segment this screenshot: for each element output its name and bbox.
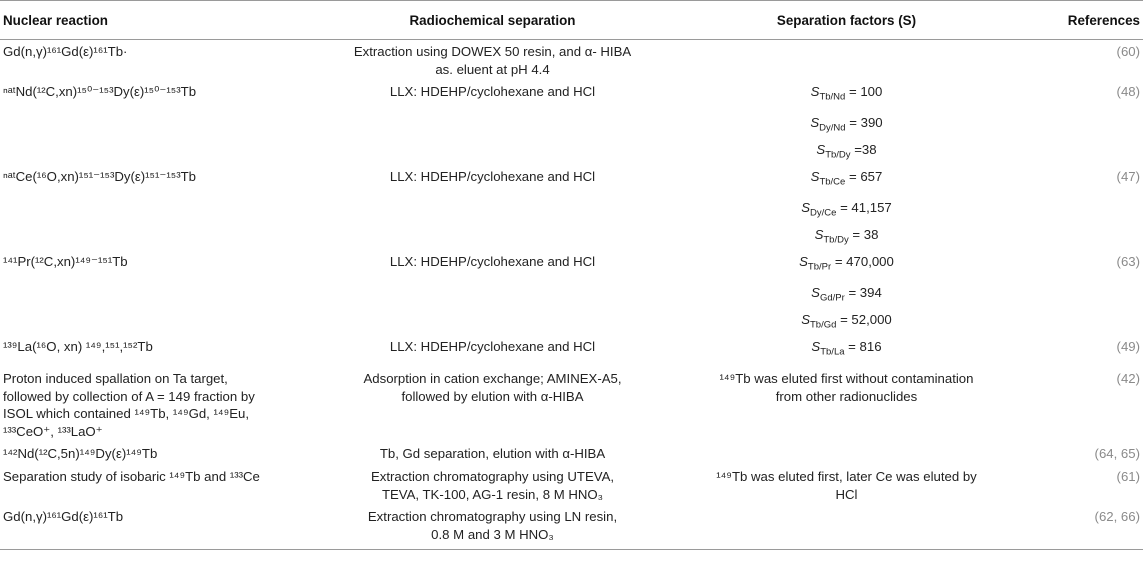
reference-link: (48) — [1116, 84, 1140, 100]
cell-separation-factors — [670, 165, 1023, 250]
reference-link: (49) — [1116, 339, 1140, 355]
reference-link: (64, 65) — [1094, 446, 1140, 462]
reference-link: (62, 66) — [1094, 509, 1140, 525]
reference-link: (42) — [1116, 371, 1140, 387]
separation-factor: from other radionuclides — [775, 388, 918, 404]
cell-radiochemical-separation — [315, 80, 670, 165]
header-nuclear-reaction: Nuclear reaction — [0, 1, 315, 40]
cell-references[interactable] — [1023, 367, 1143, 442]
cell-radiochemical-separation — [315, 367, 670, 442]
header-references: References — [1023, 1, 1143, 40]
cell-references[interactable] — [1023, 80, 1143, 165]
separation-text: LLX: HDEHP/cyclohexane and HCl — [389, 84, 596, 100]
separation-text: Tb, Gd separation, elution with α-HIBA — [379, 446, 606, 462]
separation-text: 0.8 M and 3 M HNO₃ — [431, 526, 554, 542]
separation-text: LLX: HDEHP/cyclohexane and HCl — [389, 339, 596, 355]
cell-radiochemical-separation — [315, 442, 670, 465]
separation-factor: $S_{Tb/La} = 816$ — [811, 339, 882, 359]
separation-factor: HCl — [835, 486, 858, 502]
cell-references[interactable] — [1023, 335, 1143, 367]
separation-text: Extraction using DOWEX 50 resin, and α- HIBA — [353, 44, 632, 59]
table-row — [0, 165, 1143, 250]
separation-text: followed by elution with α-HIBA — [401, 388, 584, 404]
table-row — [0, 250, 1143, 335]
reference-link: (60) — [1116, 44, 1140, 59]
separation-factor: $S_{Gd/Pr} = 394$ — [811, 285, 882, 304]
cell-radiochemical-separation — [315, 465, 670, 505]
separation-factor: $S_{Tb/Nd} = 100$ — [810, 84, 883, 103]
cell-radiochemical-separation — [315, 505, 670, 550]
reaction-text: ¹⁴¹Pr(¹²C,xn)¹⁴⁹⁻¹⁵¹Tb — [3, 254, 128, 270]
cell-radiochemical-separation — [315, 40, 670, 81]
table-row — [0, 80, 1143, 165]
separation-factor: ¹⁴⁹Tb was eluted first, later Ce was eluted by — [716, 469, 977, 485]
cell-nuclear-reaction — [0, 250, 315, 335]
cell-separation-factors — [670, 250, 1023, 335]
cell-separation-factors — [670, 505, 1023, 550]
cell-separation-factors — [670, 40, 1023, 81]
cell-separation-factors — [670, 465, 1023, 505]
reaction-text: ⁿᵃᵗNd(¹²C,xn)¹⁵⁰⁻¹⁵³Dy(ε)¹⁵⁰⁻¹⁵³Tb — [3, 84, 197, 100]
separation-text: LLX: HDEHP/cyclohexane and HCl — [389, 254, 596, 270]
table-row — [0, 335, 1143, 367]
separation-factor: $S_{Tb/Dy} = 38$ — [814, 226, 879, 246]
separation-factor: $S_{Tb/Dy} =38$ — [816, 141, 877, 161]
cell-references[interactable] — [1023, 40, 1143, 81]
cell-nuclear-reaction — [0, 367, 315, 442]
separation-factor: $S_{Tb/Pr} = 470,000$ — [799, 254, 894, 273]
cell-nuclear-reaction — [0, 465, 315, 505]
separation-text: LLX: HDEHP/cyclohexane and HCl — [389, 169, 596, 185]
table-row — [0, 442, 1143, 465]
reaction-text: ¹⁴²Nd(¹²C,5n)¹⁴⁹Dy(ε)¹⁴⁹Tb — [3, 446, 158, 462]
header-separation-factors: Separation factors (S) — [670, 1, 1023, 40]
cell-nuclear-reaction — [0, 165, 315, 250]
reaction-text: ⁿᵃᵗCe(¹⁶O,xn)¹⁵¹⁻¹⁵³Dy(ε)¹⁵¹⁻¹⁵³Tb — [3, 169, 197, 185]
cell-radiochemical-separation — [315, 250, 670, 335]
cell-radiochemical-separation — [315, 165, 670, 250]
reaction-text: ¹³⁹La(¹⁶O, xn) ¹⁴⁹,¹⁵¹,¹⁵²Tb — [3, 339, 153, 355]
header-radiochemical-separation: Radiochemical separation — [315, 1, 670, 40]
cell-nuclear-reaction — [0, 335, 315, 367]
cell-separation-factors — [670, 335, 1023, 367]
reference-link: (63) — [1116, 254, 1140, 270]
table-row — [0, 465, 1143, 505]
cell-separation-factors — [670, 80, 1023, 165]
separation-factor: $S_{Tb/Gd} = 52,000$ — [801, 311, 892, 331]
separation-factor: ¹⁴⁹Tb was eluted first without contamination — [719, 371, 974, 387]
table-row — [0, 505, 1143, 550]
cell-radiochemical-separation — [315, 335, 670, 367]
cell-references[interactable] — [1023, 442, 1143, 465]
cell-nuclear-reaction — [0, 442, 315, 465]
reaction-text: followed by collection of A = 149 fraction by — [3, 388, 255, 404]
cell-nuclear-reaction — [0, 40, 315, 81]
cell-references[interactable] — [1023, 505, 1143, 550]
reaction-text: Proton induced spallation on Ta target, — [3, 371, 228, 387]
separation-text: Extraction chromatography using UTEVA, — [370, 469, 615, 485]
header-row — [0, 1, 1143, 40]
reference-link: (61) — [1116, 469, 1140, 485]
reaction-text: ISOL which contained ¹⁴⁹Tb, ¹⁴⁹Gd, ¹⁴⁹Eu, — [3, 406, 250, 422]
cell-separation-factors — [670, 367, 1023, 442]
separation-text: Extraction chromatography using LN resin, — [367, 509, 618, 525]
cell-references[interactable] — [1023, 250, 1143, 335]
reference-link: (47) — [1116, 169, 1140, 185]
separation-text: Adsorption in cation exchange; AMINEX-A5, — [363, 371, 622, 387]
reaction-text: Gd(n,γ)¹⁶¹Gd(ε)¹⁶¹Tb — [3, 509, 124, 525]
cell-nuclear-reaction — [0, 505, 315, 550]
separation-factor: $S_{Dy/Nd} = 390$ — [810, 114, 883, 134]
cell-separation-factors — [670, 442, 1023, 465]
reaction-text: Gd(n,γ)¹⁶¹Gd(ε)¹⁶¹Tb· — [3, 44, 128, 59]
separation-factor: $S_{Dy/Ce} = 41,157$ — [801, 199, 892, 219]
separation-text: TEVA, TK-100, AG-1 resin, 8 M HNO₃ — [381, 486, 604, 502]
reaction-text: ¹³³CeO⁺, ¹³³LaO⁺ — [3, 423, 103, 439]
cell-references[interactable] — [1023, 165, 1143, 250]
cell-references[interactable] — [1023, 465, 1143, 505]
separation-factor: $S_{Tb/Ce} = 657$ — [810, 169, 883, 188]
cell-nuclear-reaction — [0, 80, 315, 165]
table-row — [0, 40, 1143, 81]
table-row — [0, 367, 1143, 442]
separation-text: as. eluent at pH 4.4 — [435, 61, 550, 77]
reaction-text: Separation study of isobaric ¹⁴⁹Tb and ¹³³Ce — [3, 469, 260, 485]
